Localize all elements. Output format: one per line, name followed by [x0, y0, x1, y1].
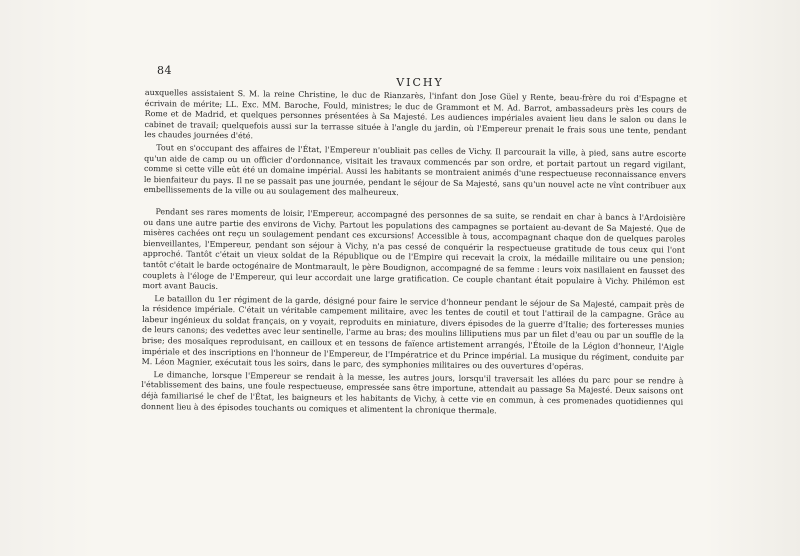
paragraph: Le bataillon du 1er régiment de la garde, désigné pour faire le service d'honneur pendant le séjour de Sa Majesté, campait près de la résidence impériale. C'était un véritable campement militaire, avec les tentes de coutil et tout l'attirail de la campagne. Grâce au labeur ingénieux du soldat français, on y voyait, reproduits en miniature, divers épisodes de la guerre d'Italie; des forteresses munies de leurs canons; des vedettes avec leur sentinelle, l'arme au bras; des moulins lilliputiens mus par un filet d'eau ou par un souffle de la brise; des mosaïques reproduisant, en cailloux et en tessons de faïence artistement arrangés, l'Étoile de la Légion d'honneur, l'Aigle impériale et des inscriptions en l'honneur de l'Empereur, de l'Impératrice et du Prince impérial. La musique du régiment, conduite par M. Léon Magnier, exécutait tous les soirs, dans le parc, des symphonies militaires ou des ouvertures d'opéras. — [141, 293, 685, 372]
paragraph: Le dimanche, lorsque l'Empereur se rendait à la messe, les autres jours, lorsqu'il traversait les allées du parc pour se rendre à l'établissement des bains, une foule respectueuse, empressée sans être importune, attendait au passage Sa Majesté. Deux saisons ont déjà familiarisé le chef de l'État, les baigneurs et les habitants de Vichy, à cette vie en commun, à ces promenades quotidiennes qui donnent lieu à des épisodes touchants ou comiques et alimentent la chronique thermale. — [141, 369, 684, 415]
running-head: VICHY — [396, 76, 444, 89]
paragraph: auxquelles assistaient S. M. la reine Christine, le duc de Rianzarès, l'infant don Jose Güel y Rente, beau-frère du roi d'Espagne et écrivain de mérite; LL. Exc. MM. Baroche, Fould, ministres; le duc de Grammont et M. Ad. Barrot, ambassadeurs près les cours de Rome et de Madrid, et quelques personnes présentées à Sa Majesté. Les audiences impériales avaient lieu dans le salon ou dans le cabinet de travail; quelquefois aussi sur la terrasse située à l'angle du jardin, où l'Empereur prenait le frais sous une tente, pendant les chaudes journées d'été. — [144, 88, 687, 141]
paragraph: Pendant ses rares moments de loisir, l'Empereur, accompagné des personnes de sa suite, se rendait en char à bancs à l'Ardoisière ou dans une autre partie des environs de Vichy. Partout les populations des campagnes se portaient au-devant de Sa Majesté. Que de misères cachées ont reçu un soulagement pendant ces excursions! Accessible à tous, accompagnant chaque don de quelques paroles bienveillantes, l'Empereur, pendant son séjour à Vichy, n'a pas cessé de conquérir la respectueuse gratitude de tous ceux qui l'ont approché. Tantôt c'était un vieux soldat de la République ou de l'Empire qui recevait la croix, la médaille militaire ou une pension; tantôt c'était le barde octogénaire de Montmarault, le père Boudignon, accompagné de sa femme : leurs voix nasillaient en fausset des couplets à l'éloge de l'Empereur, qui leur accordait une large gratification. Ce couple chantant était populaire à Vichy. Philémon est mort avant Baucis. — [142, 207, 686, 291]
body-text — [141, 88, 687, 419]
page-number: 84 — [157, 64, 172, 77]
paragraph: Tout en s'occupant des affaires de l'État, l'Empereur n'oubliait pas celles de Vichy. Il parcourait la ville, à pied, sans autre escorte qu'un aide de camp ou un officier d'ordonnance, visitait les travaux commencés par son ordre, et portait partout un regard vigilant, comme si cette ville eût été un domaine impérial. Aussi les habitants se montraient animés d'une respectueuse reconnaissance envers le bienfaiteur du pays. Il ne se passait pas une journée, pendant le séjour de Sa Majesté, sans qu'un nouvel acte ne vînt contribuer aux embellissements de la ville ou au soulagement des malheureux. — [143, 143, 687, 198]
